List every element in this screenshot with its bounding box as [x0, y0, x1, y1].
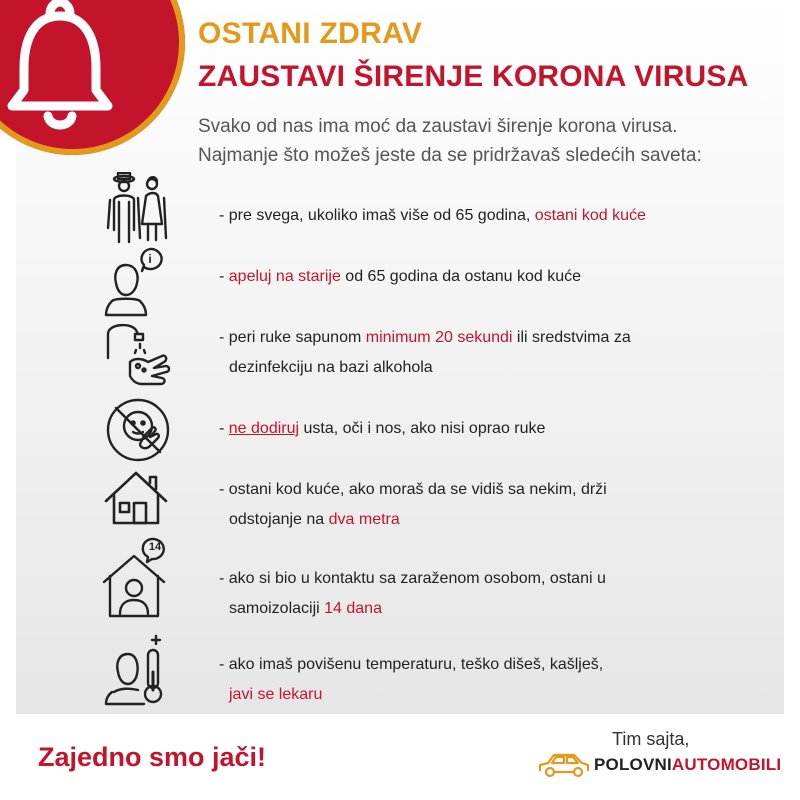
tip-1-text: - pre svega, ukoliko imaš više od 65 godina,	[219, 207, 535, 224]
tip-5-line-1: - ostani kod kuće, ako moraš da se vidiš sa nekim, drži	[219, 481, 607, 498]
tip-text-2	[219, 262, 719, 292]
days-badge: 14	[148, 541, 162, 553]
home-isolation-icon	[100, 536, 176, 612]
tip-2-highlight: apeluj na starije	[228, 268, 341, 285]
tip-6-line-2	[219, 594, 719, 624]
tip-text-1	[219, 201, 719, 231]
elderly-couple-icon	[100, 172, 176, 248]
tip-2-text-rest: od 65 godina da ostanu kod kuće	[340, 268, 582, 285]
tip-5-line-2	[219, 505, 719, 535]
intro-text	[198, 112, 788, 170]
tip-text-3	[219, 323, 719, 383]
tip-text-5	[219, 475, 719, 535]
title-stay-healthy: OSTANI ZDRAV	[198, 17, 423, 50]
tip-5-highlight: dva metra	[328, 511, 400, 528]
tip-4-text-rest: usta, oči i nos, ako nisi oprao ruke	[299, 420, 546, 437]
tip-text-4	[219, 414, 719, 444]
handwash-icon	[100, 318, 176, 394]
svg-text:i: i	[148, 252, 152, 266]
tip-3-highlight: minimum 20 sekundi	[365, 329, 513, 346]
tip-text-6	[219, 564, 719, 624]
tip-7-highlight: javi se lekaru	[229, 686, 323, 703]
team-label: Tim sajta,	[612, 729, 690, 749]
logo-part-1: POLOVNI	[594, 755, 672, 774]
person-info-icon	[100, 243, 176, 319]
intro-line-1: Svako od nas ima moć da zaustavi širenje korona virusa.	[198, 116, 678, 137]
tip-2-text: -	[219, 268, 229, 285]
no-touch-face-icon	[100, 392, 176, 468]
logo-text	[594, 755, 781, 775]
tip-3-line-1	[219, 323, 719, 353]
title-stop-spread: ZAUSTAVI ŠIRENJE KORONA VIRUSA	[198, 60, 749, 93]
car-icon	[536, 750, 594, 780]
tip-4-text: -	[219, 420, 229, 437]
intro-line-2: Najmanje što možeš jeste da se pridržavaš sledećih saveta:	[198, 145, 702, 166]
logo-part-2: AUTOMOBILI	[671, 755, 782, 774]
tip-7-line-1: - ako imaš povišenu temperaturu, teško dišeš, kašlješ,	[219, 656, 604, 673]
tip-3-text-rest: ili sredstvima za	[512, 329, 631, 346]
polovni-automobili-logo[interactable]	[536, 750, 782, 780]
fever-thermometer-icon	[100, 632, 176, 708]
tip-1-highlight: ostani kod kuće	[534, 207, 646, 224]
bell-icon	[0, 0, 185, 155]
slogan: Zajedno smo jači!	[38, 742, 267, 772]
tip-3-line-2: dezinfekciju na bazi alkohola	[229, 359, 433, 376]
tip-3-text: - peri ruke sapunom	[219, 329, 366, 346]
bell-badge	[0, 0, 185, 155]
tip-text-7	[219, 650, 719, 710]
tip-6-text: samoizolaciji	[229, 600, 325, 617]
tip-6-highlight: 14 dana	[324, 600, 382, 617]
tip-4-highlight: ne dodiruj	[228, 420, 300, 437]
tip-6-line-1: - ako si bio u kontaktu sa zaraženom osobom, ostani u	[219, 570, 606, 587]
house-icon	[100, 465, 176, 541]
tip-5-text: odstojanje na	[229, 511, 329, 528]
